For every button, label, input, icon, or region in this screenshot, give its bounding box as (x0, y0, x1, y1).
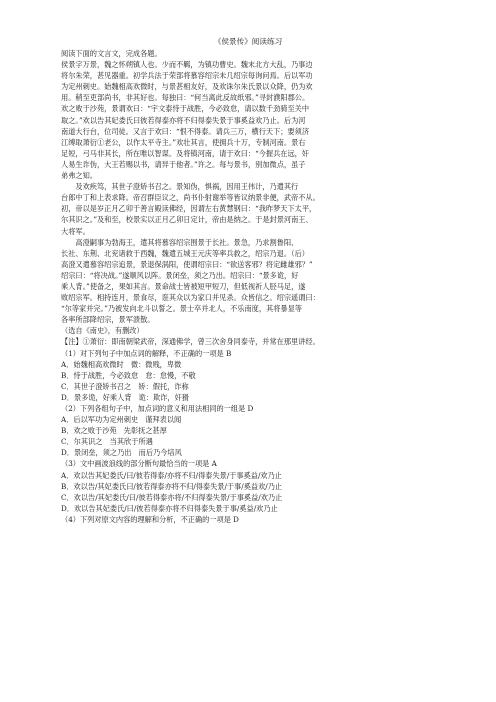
text-line: 阅读下面的文言文，完成各题。 (61, 49, 162, 58)
text-line: 初，帝以是岁正月乙卯于善言殿读佛经，因谓左右黄慧钢曰：“我昨梦天下太平， (61, 204, 317, 214)
text-line: 败绍宗军。相持连月，景食尽，诳其众以为家口并见杀。众皆信之。绍宗遥谓曰： (61, 293, 320, 303)
text-line: 绍宗曰：“将决战。”遂顺风以阵。景闭垒，须之乃出。绍宗曰：“景多诡，好 (61, 270, 299, 280)
text-line: 为定州刺史。始魏相高欢微时，与景甚相友好，及欢诛尔朱氏景以众降，仍为欢 (61, 82, 313, 92)
text-line: B．欢之败于沙苑 先彰抚之甚厚 (61, 426, 167, 436)
text-line: D．欢以告其妃娄氏/曰/彼若得泰亦将不归得泰失景于事/奚益/欢乃止 (61, 503, 278, 513)
document-body (61, 48, 435, 525)
text-line: 高澄又遣慕容绍宗追景，景退保涡阳，使谓绍宗曰：“欲送客邪？将定雌雄邪？” (61, 259, 313, 269)
text-line: 欢之败于沙苑，景谓欢曰：“宇文泰恃于战胜，今必致怠，请以数千劲骑至关中 (61, 104, 310, 114)
text-line: 长社、东荆、北兖诸救于西魏，魏遣五城王元庆等率兵救之，绍宗乃退。（后） (61, 248, 309, 258)
text-line: D．景多诡，好乘人背 诡：欺诈，奸猾 (61, 392, 189, 402)
text-line: 人易生诈伪，大王若赐以书，请异于他者。”许之。每与景书，别加微点，虽子 (61, 159, 306, 169)
text-line: C．欢以告/其妃娄氏/曰/彼若得泰亦将/不归得泰失景/于事奚益/欢乃止 (61, 492, 283, 502)
text-line: 侯景字万景，魏之怀朔镇人也。少而不羁，为镇功曹史。魏末北方大乱，乃事边 (61, 60, 313, 70)
text-line: 用。稍至吏部尚书，非其好也。每独曰：“何当离此反故纸邪。”寻封濮阳郡公。 (61, 93, 310, 103)
text-line: 尔其识之。”及和至，校景实以正月乙卯日定计，帝由是纳之。于是封景河南王、 (61, 215, 313, 225)
text-line: （4）下列对原文内容的理解和分析，不正确的一项是 D (61, 514, 239, 524)
text-line: A．后以军功为定州刺史 谨拜表以闻 (61, 415, 182, 425)
text-line: A．欢以告其妃娄氏/曰/彼若得泰/亦将不归/得泰失景/于事奚益/欢乃止 (61, 470, 282, 480)
text-line: 及欢疾笃，其世子澄矫书召之。景知伪，惧祸，因用王伟计，乃遣其行 (61, 182, 299, 192)
text-line: 大将军。 (61, 226, 90, 236)
text-line: （1）对下列句子中加点词的解释，不正确的一项是 B (61, 348, 232, 358)
text-line: 台郎中丁和上表求降。帝召群臣议之，尚书仆射谢举等皆议纳景非便，武帝不从。 (61, 193, 320, 203)
text-line: 【注】①萧衍：即南朝梁武帝，深通佛学，曾三次舍身同泰寺，并常在那里讲经。 (61, 337, 320, 347)
text-line: 高澄嗣事为勃海王，遣其将慕容绍宗围景于长社。景急，乃求割鲁阳、 (61, 237, 299, 247)
text-line: 取之。”欢以告其妃娄氏曰彼若得泰亦将不归得泰失景于事奚益欢乃止。后为河 (61, 115, 306, 125)
text-line: 足短，弓马非其长，所在唯以智谋。及将镇河南，请于欢曰：“今握兵在远，奸 (61, 148, 310, 158)
text-line: B．恃于战胜，今必致怠 怠：怠慢，不敬 (61, 370, 196, 380)
text-line: 将尔朱荣，甚见器重。初学兵法于荣部将慕容绍宗未几绍宗每询问焉。后以军功 (61, 71, 313, 81)
text-line: 各率所部降绍宗，景军溃散。 (61, 315, 155, 325)
text-line: 乘人背。”使备之，果如其言。景命战士皆被短甲短刀，但低视祈人胫马足，遂 (61, 281, 306, 291)
text-line: D．景闭垒，须之乃出 而后乃今培风 (61, 448, 182, 458)
text-line: 江缚取萧衍①老公，以作太平寺主。”欢壮其言，使拥兵十万，专制河南。景右 (61, 137, 306, 147)
text-line: 南道大行台，位司徒。又言于欢曰：“恨不得泰。请兵三万，横行天下；要须济 (61, 126, 310, 136)
text-line: 弟弗之知。 (61, 171, 97, 181)
text-line: （3）文中画波浪线的部分断句最恰当的一项是 A (61, 459, 217, 469)
text-line: （2）下列各组句子中，加点词的意义和用法相同的一组是 D (61, 404, 254, 413)
text-line: “尔等家并完。”乃被发向北斗以誓之。景士卒并北人，不乐南度，其将暴显等 (61, 304, 302, 314)
text-line: C．尔其识之 当其欣于所遇 (61, 437, 153, 447)
text-line: B．欢以告/其妃娄氏曰/彼若得泰亦将不归/得泰失景/于事/奚益欢/乃止 (61, 481, 283, 491)
text-line: （选自《南史》，有删改） (61, 326, 144, 336)
text-line: A．始魏相高欢微时 微：微贱，卑微 (61, 359, 182, 369)
document-title: 《侯景传》阅读练习 (213, 37, 283, 46)
text-line: C．其世子澄矫书召之 矫：假托，诈称 (61, 381, 189, 391)
